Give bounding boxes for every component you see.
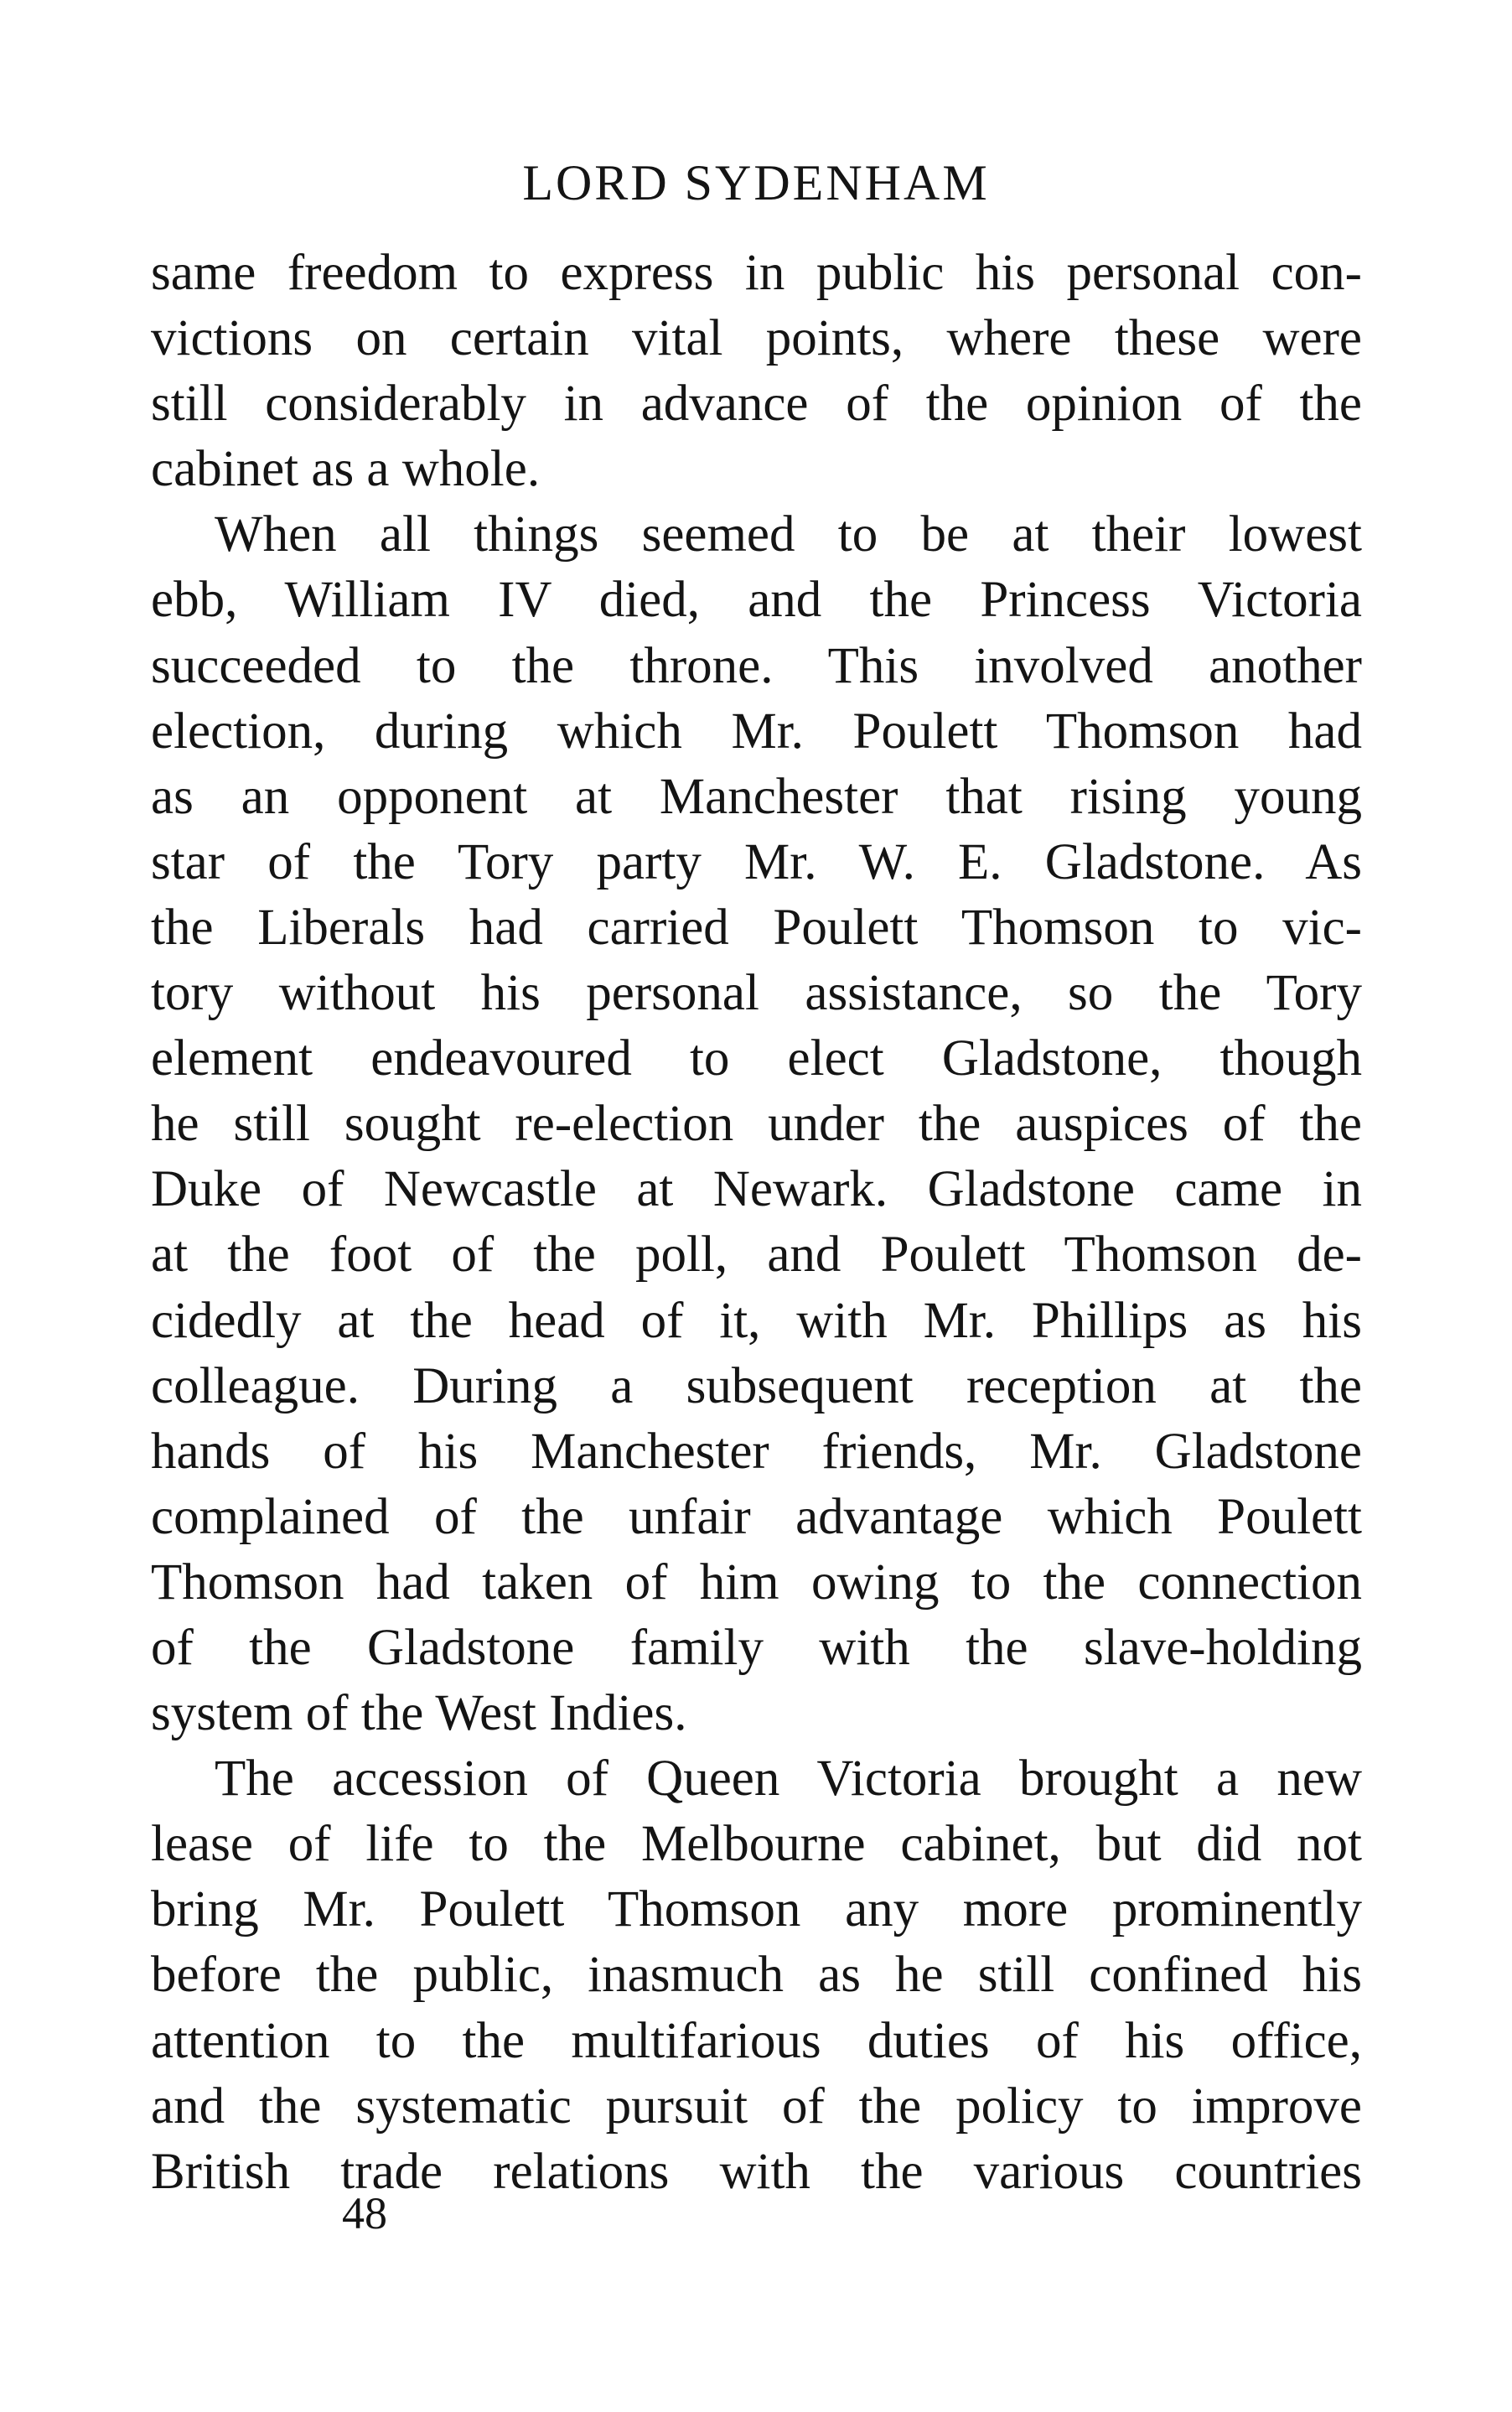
running-head: LORD SYDENHAM <box>522 155 990 210</box>
text-line: The accession of Queen Victoria brought a new <box>215 1751 1362 1808</box>
text-line: of the Gladstone family with the slave-holding <box>151 1619 1362 1676</box>
text-line: ebb, William IV died, and the Princess Victoria <box>151 572 1362 629</box>
text-line: victions on certain vital points, where these were <box>151 310 1362 367</box>
text-line: Thomson had taken of him owing to the connection <box>151 1554 1362 1611</box>
page-number: 48 <box>342 2188 387 2238</box>
text-line: element endeavoured to elect Gladstone, though <box>151 1030 1362 1087</box>
text-line: succeeded to the throne. This involved another <box>151 637 1362 694</box>
text-line: as an opponent at Manchester that rising young <box>151 768 1362 825</box>
text-line: before the public, inasmuch as he still confined his <box>151 1947 1362 2004</box>
text-line: complained of the unfair advantage which Poulett <box>151 1488 1362 1545</box>
text-line: and the systematic pursuit of the policy to improve <box>151 2077 1362 2134</box>
text-line: bring Mr. Poulett Thomson any more prominently <box>151 1881 1362 1938</box>
text-line: When all things seemed to be at their lowest <box>215 506 1362 563</box>
text-line: he still sought re-election under the auspices of the <box>151 1096 1362 1153</box>
text-line: system of the West Indies. <box>151 1685 687 1742</box>
text-line: British trade relations with the various countries <box>151 2143 1362 2200</box>
text-line: same freedom to express in public his personal con- <box>151 245 1362 301</box>
text-line: still considerably in advance of the opinion of the <box>151 376 1362 433</box>
text-line: star of the Tory party Mr. W. E. Gladstone. As <box>151 833 1362 890</box>
text-line: cidedly at the head of it, with Mr. Phillips as his <box>151 1292 1362 1349</box>
text-line: attention to the multifarious duties of his office, <box>151 2012 1362 2069</box>
text-line: the Liberals had carried Poulett Thomson to vic- <box>151 899 1362 956</box>
text-line: colleague. During a subsequent reception at the <box>151 1357 1362 1414</box>
text-line: Duke of Newcastle at Newark. Gladstone came in <box>151 1161 1362 1218</box>
text-line: hands of his Manchester friends, Mr. Gladstone <box>151 1423 1362 1480</box>
text-line: lease of life to the Melbourne cabinet, but did not <box>151 1816 1362 1873</box>
text-line: election, during which Mr. Poulett Thomson had <box>151 703 1362 760</box>
body-text <box>151 241 1362 2205</box>
text-line: tory without his personal assistance, so the Tory <box>151 965 1362 1022</box>
text-line: at the foot of the poll, and Poulett Thomson de- <box>151 1227 1362 1284</box>
text-line: cabinet as a whole. <box>151 441 541 498</box>
